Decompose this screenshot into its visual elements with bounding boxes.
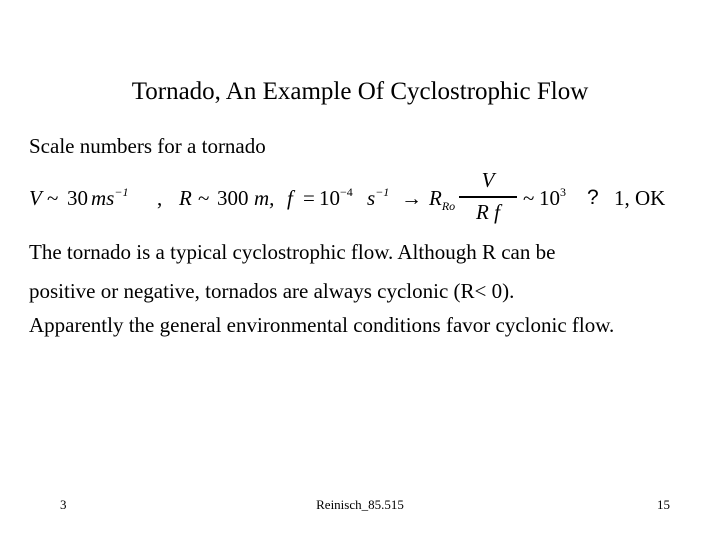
eq-approx: ~ <box>523 186 535 210</box>
eq-rossby <box>429 186 455 211</box>
eq-arrow: → <box>401 186 422 210</box>
eq-v-unit-text: ms <box>91 186 115 210</box>
eq-result-base: 10 <box>539 186 560 210</box>
eq-frac-num: V <box>481 168 495 192</box>
eq-v-value: 30 <box>67 186 88 210</box>
eq-fraction <box>457 168 519 228</box>
eq-question-mark: ? <box>587 186 599 209</box>
eq-tilde-2: ~ <box>198 186 210 210</box>
footer-center: Reinisch_85.515 <box>316 497 404 512</box>
eq-r-value: 300 <box>217 186 249 210</box>
paragraph-1-line-1: The tornado is a typical cyclostrophic flow. Although R can be <box>29 240 556 264</box>
eq-v-unit <box>91 186 128 211</box>
eq-f-unit-text: s <box>367 186 376 210</box>
eq-f-value <box>319 186 353 211</box>
footer-page-right: 15 <box>657 497 670 512</box>
eq-frac-bar <box>459 196 517 198</box>
eq-comma-1: , <box>157 186 163 210</box>
eq-result <box>539 186 566 211</box>
slide-title: Tornado, An Example Of Cyclostrophic Flow <box>131 78 589 105</box>
scale-heading: Scale numbers for a tornado <box>29 134 266 158</box>
eq-frac-den: R f <box>476 200 500 224</box>
eq-rest: 1, OK <box>614 186 666 210</box>
eq-r-unit: m, <box>254 186 275 210</box>
eq-v-symbol: V <box>29 186 42 210</box>
eq-result-exp: 3 <box>560 185 566 199</box>
eq-f-unit-exp: −1 <box>375 185 390 199</box>
eq-f-unit <box>367 186 389 211</box>
eq-f-exp: −4 <box>340 185 353 199</box>
eq-ro-symbol: R <box>429 186 442 210</box>
eq-v-exp: −1 <box>114 185 129 199</box>
footer-page-left: 3 <box>60 497 67 512</box>
eq-r-symbol: R <box>179 186 192 210</box>
paragraph-1-line-2: positive or negative, tornados are always cyclonic (R< 0). <box>29 279 515 303</box>
eq-f-symbol: f <box>287 186 293 210</box>
eq-equals: = <box>303 186 315 210</box>
eq-tilde-1: ~ <box>47 186 59 210</box>
eq-ro-sub: Ro <box>441 199 456 213</box>
paragraph-2: Apparently the general environmental conditions favor cyclonic flow. <box>29 313 615 337</box>
eq-f-base: 10 <box>319 186 340 210</box>
